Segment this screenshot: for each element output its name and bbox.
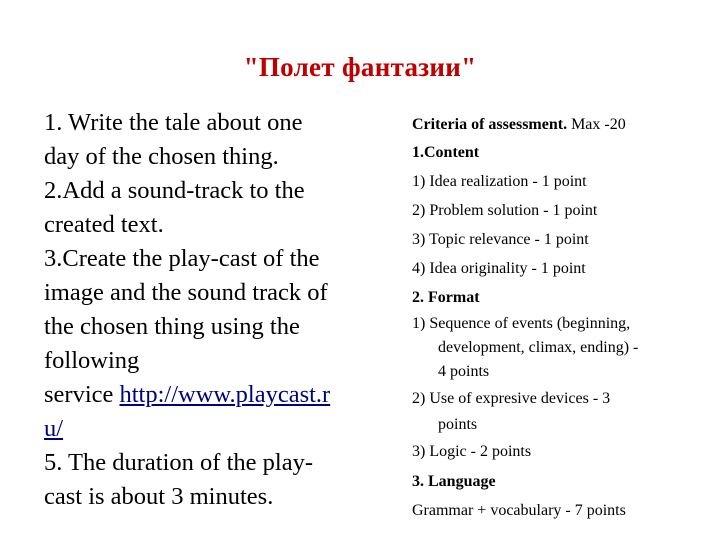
task-line: image and the sound track of bbox=[44, 279, 328, 306]
task-line: 5. The duration of the play- bbox=[44, 449, 313, 476]
service-line bbox=[44, 378, 384, 412]
task-line: the chosen thing using the bbox=[44, 313, 300, 340]
criteria-item: 3) Topic relevance - 1 point bbox=[412, 231, 589, 248]
task-line: day of the chosen thing. bbox=[44, 143, 279, 170]
slide-title: "Полет фантазии" bbox=[243, 52, 477, 82]
format-heading: 2. Format bbox=[412, 289, 480, 306]
criteria-title: Criteria of assessment. bbox=[412, 116, 568, 133]
task-line: following bbox=[44, 347, 140, 374]
task-line: 1. Write the tale about one bbox=[44, 109, 303, 136]
criteria-item-continued: development, climax, ending) - bbox=[438, 339, 639, 356]
task-line: 2.Add a sound-track to the bbox=[44, 177, 305, 204]
criteria-item: 2) Use of expresive devices - 3 bbox=[412, 390, 611, 407]
playcast-link[interactable]: http://www.playcast.r bbox=[119, 381, 331, 408]
task-line: 3.Create the play-cast of the bbox=[44, 245, 320, 272]
task-list bbox=[44, 106, 384, 514]
task-line: created text. bbox=[44, 211, 164, 238]
content-heading: 1.Content bbox=[412, 144, 480, 161]
criteria-item-continued: 4 points bbox=[438, 363, 490, 380]
criteria-item: 1) Idea realization - 1 point bbox=[412, 173, 587, 190]
language-heading: 3. Language bbox=[412, 473, 496, 490]
criteria-item-continued: points bbox=[438, 416, 478, 433]
criteria-max: Max -20 bbox=[567, 116, 626, 133]
criteria-item: 4) Idea originality - 1 point bbox=[412, 260, 586, 277]
criteria-panel bbox=[412, 112, 712, 525]
service-prefix: service bbox=[44, 381, 120, 408]
criteria-item: Grammar + vocabulary - 7 points bbox=[412, 502, 626, 519]
criteria-item: 1) Sequence of events (beginning, bbox=[412, 315, 631, 332]
playcast-link-end[interactable]: u/ bbox=[44, 415, 64, 442]
link-continuation bbox=[44, 412, 384, 446]
task-line: cast is about 3 minutes. bbox=[44, 483, 274, 510]
criteria-item: 2) Problem solution - 1 point bbox=[412, 202, 598, 219]
criteria-item: 3) Logic - 2 points bbox=[412, 443, 532, 460]
criteria-header bbox=[412, 112, 712, 138]
